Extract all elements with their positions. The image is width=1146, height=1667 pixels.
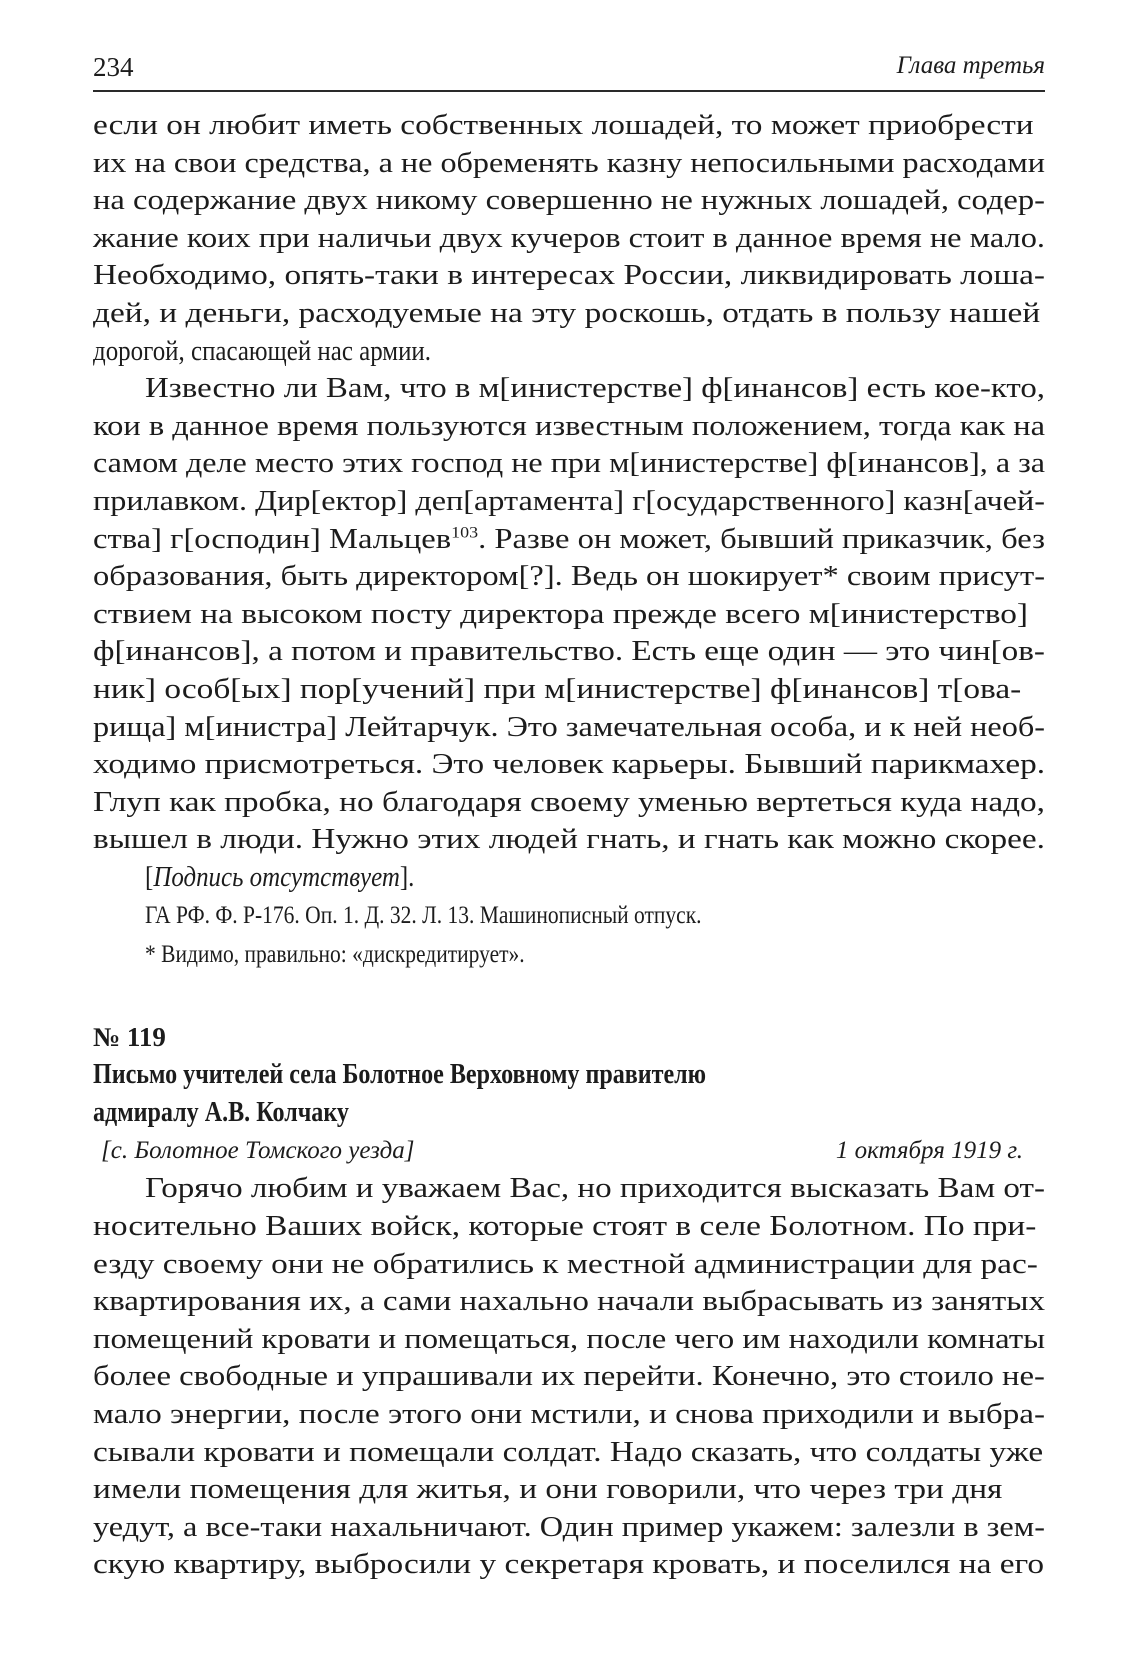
document-meta xyxy=(93,1132,1045,1170)
text-line: жание коих при наличьи двух кучеров стоит в данное время не мало. xyxy=(93,221,1046,254)
text-line: дорогой, спасающей нас армии. xyxy=(93,334,432,367)
text-line: вышел в люди. Нужно этих людей гнать, и гнать как можно скорее. xyxy=(93,823,1045,856)
text-line: мало энергии, после этого они мстили, и снова приходили и выбра- xyxy=(93,1398,1045,1431)
text-line: прилавком. Дир[ектор] деп[артамента] г[осударственного] казн[ачей- xyxy=(93,484,1045,517)
text-line: на содержание двух никому совершенно не нужных лошадей, содер- xyxy=(93,184,1045,217)
text-line: помещений кровати и помещаться, после чего им находили комнаты xyxy=(93,1322,1046,1355)
letter-continuation xyxy=(93,107,1045,974)
chapter-title: Глава третья xyxy=(896,52,1045,79)
text-line: езду своему они не обратились к местной администрации для рас- xyxy=(93,1247,1038,1280)
document-place: [с. Болотное Томского уезда] xyxy=(101,1137,415,1165)
document-title-line: Письмо учителей села Болотное Верховному правителю xyxy=(93,1059,707,1091)
text-line: если он любит иметь собственных лошадей, то может приобрести xyxy=(93,109,1034,141)
running-head xyxy=(93,48,1045,92)
text-line: ства] г[осподин] Мальцев$^{103}$. Разве он может, бывший приказчик, без xyxy=(93,522,1045,555)
text-line: более свободные и упрашивали их перейти. Конечно, это стоило не- xyxy=(93,1360,1045,1393)
text-line: скую квартиру, выбросили у секретаря кровать, и поселился на его xyxy=(93,1548,1045,1581)
text-line: их на свои средства, а не обременять казну непосильными расходами xyxy=(93,146,1045,179)
text-line: ник] особ[ых] пор[учений] при м[инистерстве] ф[инансов] т[ова- xyxy=(93,672,1022,705)
text-line: самом деле место этих господ не при м[инистерстве] ф[инансов], а за xyxy=(93,447,1046,480)
text-line: имели помещения для житья, и они говорили, что через три дня xyxy=(93,1473,1003,1506)
document-date: 1 октября 1919 г. xyxy=(835,1137,1023,1165)
text-line: образования, быть директором[?]. Ведь он шокирует* своим присут- xyxy=(93,560,1046,593)
text-line: ствием на высоком посту директора прежде всего м[инистерство] xyxy=(93,597,1029,630)
text-line: дей, и деньги, расходуемые на эту роскошь, отдать в пользу нашей xyxy=(93,296,1041,329)
text-line: рища] м[инистра] Лейтарчук. Это замечательная особа, и к ней необ- xyxy=(93,710,1045,743)
text-line: носительно Ваших войск, которые стоят в селе Болотном. По при- xyxy=(93,1210,1037,1243)
text-line: кои в данное время пользуются известным положением, тогда как на xyxy=(93,409,1046,442)
text-line: квартирования их, а сами нахально начали выбрасывать из занятых xyxy=(93,1285,1046,1318)
editor-note: * Видимо, правильно: «дискредитирует». xyxy=(145,941,525,969)
text-line: ходимо присмотреться. Это человек карьеры. Бывший парикмахер. xyxy=(93,748,1046,781)
signature-note: [Подпись отсутствует]. xyxy=(145,860,415,893)
footnote-reference[interactable]: 103 xyxy=(451,523,479,541)
archive-reference: ГА РФ. Ф. Р-176. Оп. 1. Д. 32. Л. 13. Машинописный отпуск. xyxy=(145,902,702,930)
letter-body xyxy=(93,1170,1045,1584)
text-line: ф[инансов], а потом и правительство. Есть еще один — это чин[ов- xyxy=(93,635,1045,668)
document-number: № 119 xyxy=(93,1022,166,1053)
page-number: 234 xyxy=(93,52,134,82)
text-line: сывали кровати и помещали солдат. Надо сказать, что солдаты уже xyxy=(93,1435,1044,1468)
text-line: Глуп как пробка, но благодаря своему уменью вертеться куда надо, xyxy=(93,785,1046,818)
text-line: Необходимо, опять-таки в интересах России, ликвидировать лоша- xyxy=(93,259,1045,292)
text-line: Горячо любим и уважаем Вас, но приходится высказать Вам от- xyxy=(145,1172,1045,1205)
book-page xyxy=(93,48,1045,1584)
text-line: Известно ли Вам, что в м[инистерстве] ф[инансов] есть кое-кто, xyxy=(145,372,1046,405)
text-line: уедут, а все-таки нахальничают. Один пример укажем: залезли в зем- xyxy=(93,1510,1045,1543)
document-title-line: адмиралу А.В. Колчаку xyxy=(93,1097,349,1129)
